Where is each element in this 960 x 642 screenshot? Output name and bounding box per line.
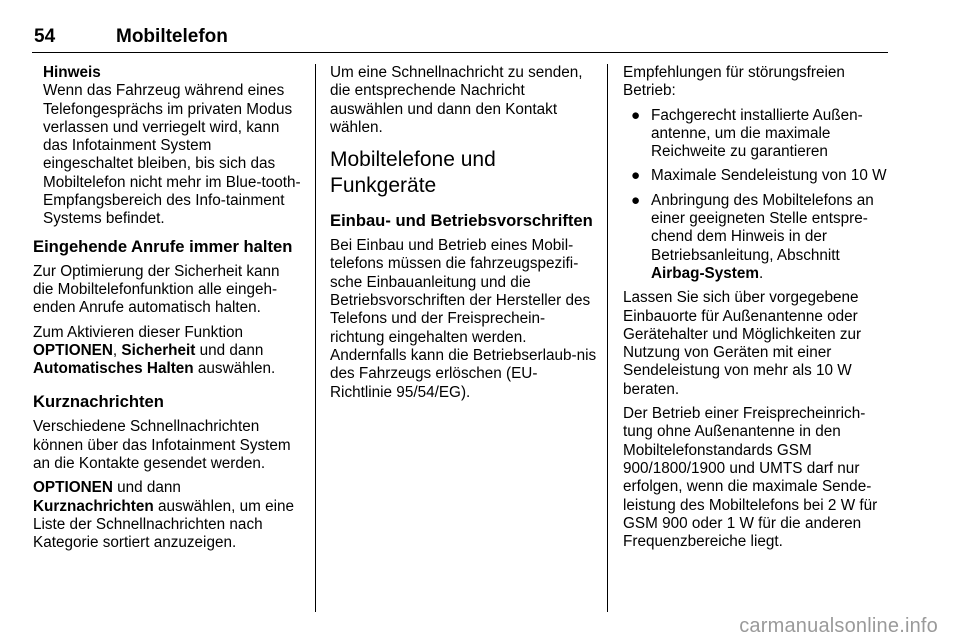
heading-hold-calls: Eingehende Anrufe immer halten <box>33 236 293 256</box>
menu-label-security: Sicherheit <box>121 341 196 359</box>
paragraph: Empfehlungen für störungsfreien Betrieb: <box>623 64 845 100</box>
paragraph-text: auswählen. <box>193 360 276 378</box>
heading-installation: Einbau- und Betriebsvorschriften <box>330 211 593 231</box>
paragraph: Verschiedene Schnellnachrichten können über das Infotainment System an die Kontakte gesendet werden. <box>33 418 291 473</box>
column-left <box>33 64 303 559</box>
watermark: carmanualsonline.info <box>739 615 938 637</box>
reference-airbag: Airbag-System <box>651 264 759 282</box>
menu-label-short-messages: Kurznachrichten <box>33 497 154 515</box>
list-item-text: Fachgerecht installierte Außen‐antenne, um die maximale Reichweite zu garantieren <box>651 106 863 161</box>
paragraph: Um eine Schnellnachricht zu senden, die entsprechende Nachricht auswählen und dann den Kontakt wählen. <box>330 64 583 136</box>
column-divider <box>607 64 608 612</box>
list-item <box>623 192 891 283</box>
page-header <box>32 24 888 53</box>
paragraph-text: und dann <box>195 341 264 359</box>
list-item-text: . <box>758 264 764 282</box>
bullet-icon: ● <box>631 191 641 209</box>
paragraph-select-messages <box>33 479 303 552</box>
column-divider <box>315 64 316 612</box>
paragraph-text: auswählen, um eine Liste der Schnellnachrichten nach Kategorie sortiert anzuzeigen. <box>33 497 295 552</box>
list-item <box>623 107 891 162</box>
paragraph-text: Zum Aktivieren dieser Funktion <box>33 323 243 341</box>
list-item-text: Maximale Sendeleistung von 10 W <box>651 167 887 185</box>
menu-label-auto-hold: Automatisches Halten <box>33 360 194 378</box>
paragraph: Bei Einbau und Betrieb eines Mobil‐telefons müssen die fahrzeugspezifi‐sche Einbauanleitung und die Betriebsvorschriften der Hersteller des Telefons und der Freisprechein‐richtung eingehalten werden. Andernfalls kann die Betriebserlaub‐nis des Fahrzeugs erlöschen (EU-Richtlinie 95/54/EG). <box>330 237 597 401</box>
column-right <box>623 64 891 557</box>
note-title: Hinweis <box>43 64 101 81</box>
paragraph: Lassen Sie sich über vorgegebene Einbauorte für Außenantenne oder Gerätehalter und Möglichkeiten zur Nutzung von Geräten mit einer Sendeleistung von mehr als 10 W beraten. <box>623 289 862 398</box>
note-text: Wenn das Fahrzeug während eines Telefongesprächs im privaten Modus verlassen und verriegelt wird, kann das Infotainment System eingeschaltet bleiben, bis sich das Mobiltelefon nicht mehr im Blue‐tooth-Empfangsbereich des Info‐tainment Systems befindet. <box>43 82 301 228</box>
page-number: 54 <box>34 26 56 47</box>
paragraph: Der Betrieb einer Freisprecheinrich‐tung ohne Außenantenne in den Mobiltelefonstandards GSM 900/1800/1900 und UMTS darf nur erfolgen, wenn die maximale Sende‐leistung des Mobiltelefons bei 2 W für GSM 900 oder 1 W für die anderen Frequenzbereiche liegt. <box>623 405 878 551</box>
menu-label-options: OPTIONEN <box>33 479 113 497</box>
paragraph: Zur Optimierung der Sicherheit kann die Mobiltelefonfunktion alle eingeh‐enden Anrufe automatisch halten. <box>33 262 280 317</box>
paragraph-activate <box>33 324 303 379</box>
bullet-icon: ● <box>631 106 641 124</box>
column-middle <box>330 64 598 408</box>
bullet-icon: ● <box>631 167 641 185</box>
list-item <box>623 167 891 185</box>
separator: , <box>112 341 122 359</box>
note-box <box>33 64 303 229</box>
heading-short-messages: Kurznachrichten <box>33 392 164 412</box>
section-title: Mobiltelefone und Funkgeräte <box>330 148 496 198</box>
recommendation-list <box>623 107 891 284</box>
menu-label-options: OPTIONEN <box>33 341 113 359</box>
paragraph-text: und dann <box>112 479 181 497</box>
list-item-text: Anbringung des Mobiltelefons an einer geeigneten Stelle entspre‐chend dem Hinweis in der Betriebsanleitung, Abschnitt <box>651 191 874 264</box>
chapter-title: Mobiltelefon <box>116 26 228 47</box>
